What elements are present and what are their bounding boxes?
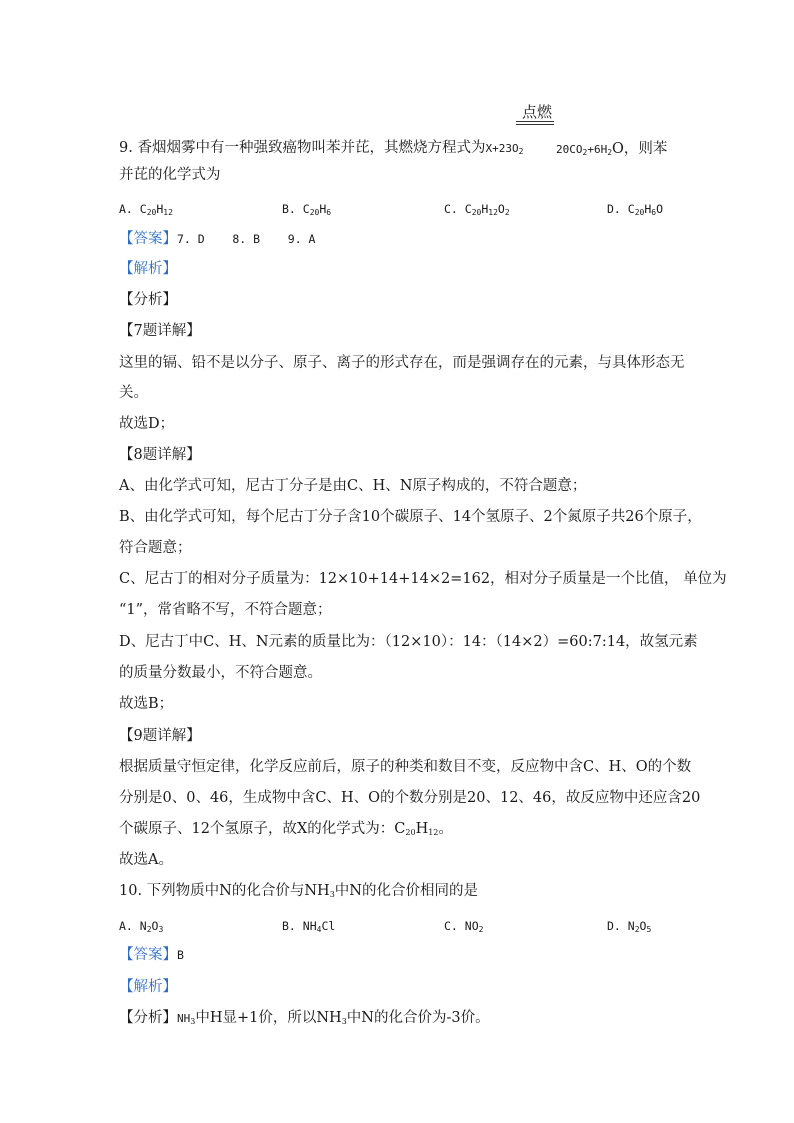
- q10-option-b: [282, 919, 335, 933]
- fenxi-tag: 【分析】: [119, 1010, 177, 1026]
- answer-line: [119, 230, 315, 248]
- q9-l3-end: 。: [438, 821, 453, 837]
- q7-explanation-line2: 关。: [119, 385, 148, 401]
- opt-sub: 2: [146, 925, 152, 934]
- opt-sub: 6: [651, 208, 657, 217]
- q10-stem-b: 中N的化合价相同的是: [334, 883, 478, 899]
- opt-sub: 12: [488, 208, 498, 217]
- equation-arrow-line-2: [516, 124, 554, 125]
- opt-label: D. C: [607, 202, 635, 216]
- q9-eq-left: [485, 142, 523, 155]
- q8-choice: 故选B；: [119, 696, 174, 712]
- q9-explanation-line3: [119, 820, 453, 838]
- opt-label: C. NO: [444, 919, 479, 933]
- opt-label: D. N: [607, 919, 635, 933]
- opt-tail: O: [656, 202, 664, 216]
- q7-choice: 故选D；: [119, 416, 175, 432]
- q10-answer-line: [119, 946, 184, 964]
- q10-option-a: [119, 919, 163, 933]
- q9-detail-tag: 【9题详解】: [119, 728, 201, 744]
- q10-fenxi-a: NH: [177, 1012, 191, 1025]
- q9-stem-line2: 并芘的化学式为: [119, 167, 221, 183]
- q9-option-b: [282, 202, 331, 216]
- eq-right-b: +6H: [587, 143, 608, 156]
- opt-sub: 6: [326, 208, 332, 217]
- answer-tag: 【答案】: [119, 947, 177, 963]
- q10-fenxi-b: 中H显+1价，所以NH: [195, 1010, 342, 1026]
- fenxi-tag: 【分析】: [119, 292, 177, 308]
- q10-stem: [119, 882, 478, 900]
- eq-right-sub2: 2: [607, 148, 613, 157]
- opt-label: B. C: [282, 202, 310, 216]
- q9-l3-text: 个碳原子、12个氢原子，故X的化学式为：C: [119, 821, 406, 837]
- q8-option-c-expl-2: “1”，常省略不写，不符合题意；: [119, 602, 332, 618]
- q9-explanation-line2: 分别是0、0、46，生成物中含C、H、O的个数分别是20、12、46，故反应物中还应含20: [119, 790, 701, 806]
- q9-choice: 故选A。: [119, 852, 173, 868]
- opt-sub: 5: [646, 925, 652, 934]
- q8-option-a-expl: A、由化学式可知，尼古丁分子是由C、H、N原子构成的，不符合题意；: [119, 478, 587, 494]
- opt-sub: 3: [158, 925, 164, 934]
- q7-detail-tag: 【7题详解】: [119, 323, 201, 339]
- q10-option-d: [607, 919, 651, 933]
- eq-right-a: 20CO: [556, 143, 583, 156]
- q9-l3-sub2: 12: [428, 828, 439, 837]
- opt-sub: 20: [309, 208, 320, 217]
- opt-sub: 2: [478, 925, 484, 934]
- q10-stem-sub: 3: [329, 890, 335, 899]
- opt-sub: 4: [316, 925, 322, 934]
- q10-fenxi-sub1: 3: [190, 1017, 196, 1026]
- eq-right-sub1: 2: [582, 148, 588, 157]
- eq-left-text: X+23O: [485, 142, 519, 155]
- opt-mid: H: [156, 202, 164, 216]
- q10-answer-text: B: [177, 948, 184, 962]
- q7-explanation-line1: 这里的镉、铅不是以分子、原子、离子的形式存在，而是强调存在的元素，与具体形态无: [119, 355, 685, 371]
- q9-eq-right: [556, 140, 667, 159]
- q9-option-c: [444, 202, 510, 216]
- opt-mid: H: [319, 202, 327, 216]
- q10-option-c: [444, 919, 483, 933]
- q8-detail-tag: 【8题详解】: [119, 447, 201, 463]
- q10-stem-a: 10. 下列物质中N的化合价与NH: [119, 883, 330, 899]
- q9-option-d: [607, 202, 663, 216]
- q9-l3-mid: H: [415, 821, 429, 837]
- opt-mid: O: [639, 919, 647, 933]
- reaction-condition: 点燃: [522, 103, 553, 121]
- q8-option-d-expl-2: 的质量分数最小，不符合题意。: [119, 665, 322, 681]
- answer-tag: 【答案】: [119, 231, 177, 247]
- opt-label: C. C: [444, 202, 472, 216]
- opt-sub: 20: [146, 208, 157, 217]
- opt-sub: 20: [471, 208, 482, 217]
- q10-fenxi-c: 中N的化合价为-3价。: [346, 1010, 490, 1026]
- opt-sub: 20: [634, 208, 645, 217]
- opt-sub: 2: [504, 208, 510, 217]
- q10-fenxi-sub2: 3: [341, 1017, 347, 1026]
- opt-mid: H: [644, 202, 652, 216]
- opt-mid: O: [151, 919, 159, 933]
- q8-option-c-expl-1: C、尼古丁的相对分子质量为：12×10+14+14×2=162，相对分子质量是一个比值， 单位为: [119, 571, 727, 587]
- opt-label: A. N: [119, 919, 147, 933]
- opt-mid2: O: [497, 202, 505, 216]
- eq-right-c: O，则苯: [612, 141, 668, 157]
- q10-analysis-tag: 【解析】: [119, 979, 177, 995]
- q10-fenxi-line: [119, 1009, 490, 1028]
- eq-left-sub: 2: [518, 147, 524, 156]
- q8-option-d-expl-1: D、尼古丁中C、H、N元素的质量比为：（12×10）：14：（14×2）=60:7:14，故氢元素: [119, 634, 698, 650]
- q9-stem-line1: [119, 139, 523, 158]
- q9-stem-text: 9. 香烟烟雾中有一种强致癌物叫苯并芘，其燃烧方程式为: [119, 140, 486, 156]
- q9-option-a: [119, 202, 173, 216]
- opt-mid: H: [481, 202, 489, 216]
- q8-option-b-expl-1: B、由化学式可知，每个尼古丁分子含10个碳原子、14个氢原子、2个氮原子共26个原子，: [119, 509, 702, 525]
- opt-mid: Cl: [321, 919, 336, 933]
- opt-sub: 12: [163, 208, 173, 217]
- analysis-tag: 【解析】: [119, 261, 177, 277]
- equation-arrow-line-1: [516, 121, 554, 122]
- opt-sub: 2: [634, 925, 640, 934]
- opt-label: B. NH: [282, 919, 317, 933]
- q9-l3-sub1: 20: [405, 828, 416, 837]
- answer-text: 7. D 8. B 9. A: [177, 232, 316, 246]
- q8-option-b-expl-2: 符合题意；: [119, 540, 192, 556]
- q9-explanation-line1: 根据质量守恒定律，化学反应前后，原子的种类和数目不变，反应物中含C、H、O的个数: [119, 759, 692, 775]
- opt-label: A. C: [119, 202, 147, 216]
